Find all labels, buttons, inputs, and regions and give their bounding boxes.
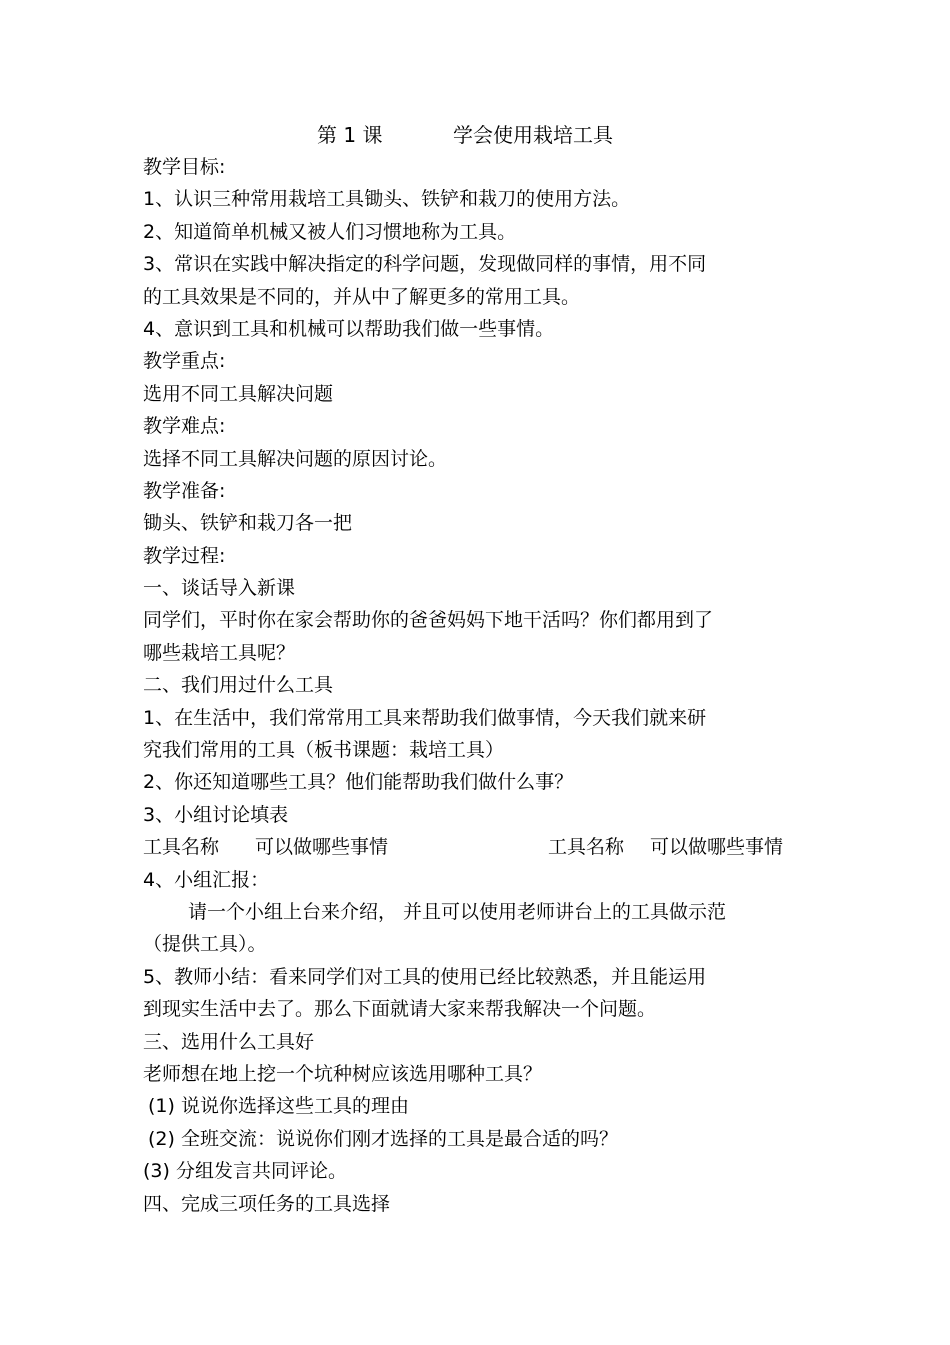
paragraph-line: 哪些栽培工具呢？	[143, 641, 296, 664]
table-header-uses: 可以做哪些事情	[255, 836, 389, 859]
section-heading-process: 教学过程:	[143, 544, 226, 567]
objective-item-continued: 的工具效果是不同的，并从中了解更多的常用工具。	[143, 285, 581, 308]
lesson-title	[0, 120, 950, 150]
paragraph-line: 请一个小组上台来介绍， 并且可以使用老师讲台上的工具做示范	[188, 900, 727, 923]
paragraph-line: 2、你还知道哪些工具？他们能帮助我们做什么事？	[143, 771, 574, 794]
paragraph-line: 老师想在地上挖一个坑种树应该选用哪种工具？	[143, 1062, 543, 1085]
lesson-body	[143, 151, 843, 1220]
key-points-text: 选用不同工具解决问题	[143, 382, 334, 405]
paragraph-line: 3、小组讨论填表	[143, 803, 289, 826]
table-header-tool-name: 工具名称	[143, 836, 220, 859]
section-heading-objectives: 教学目标:	[143, 156, 226, 178]
process-step-heading: 四、完成三项任务的工具选择	[143, 1192, 391, 1215]
paragraph-line: （提供工具）。	[143, 933, 267, 956]
section-heading-preparation: 教学准备:	[143, 479, 226, 502]
numbered-item: (2) 全班交流：说说你们刚才选择的工具是最合适的吗？	[148, 1127, 618, 1150]
numbered-item: (1) 说说你选择这些工具的理由	[148, 1095, 409, 1118]
paragraph-line: 4、小组汇报：	[143, 868, 270, 891]
preparation-text: 锄头、铁铲和栽刀各一把	[143, 512, 353, 535]
paragraph-line: 究我们常用的工具（板书课题：栽培工具）	[143, 739, 505, 762]
objective-item: 2、知道简单机械又被人们习惯地称为工具。	[143, 220, 517, 243]
table-header-tool-name: 工具名称	[548, 836, 625, 859]
lesson-number: 第 1 课	[317, 123, 383, 147]
table-header-uses: 可以做哪些事情	[650, 836, 784, 859]
process-step-heading: 一、谈话导入新课	[143, 577, 296, 600]
process-step-heading: 三、选用什么工具好	[143, 1030, 315, 1053]
paragraph-line: 到现实生活中去了。那么下面就请大家来帮我解决一个问题。	[143, 998, 657, 1021]
objective-item: 1、认识三种常用栽培工具锄头、铁铲和栽刀的使用方法。	[143, 188, 631, 211]
numbered-item: (3) 分组发言共同评论。	[143, 1160, 347, 1183]
paragraph-line: 同学们，平时你在家会帮助你的爸爸妈妈下地干活吗？你们都用到了	[143, 609, 714, 632]
process-step-heading: 二、我们用过什么工具	[143, 674, 334, 697]
objective-item: 3、常识在实践中解决指定的科学问题，发现做同样的事情，用不同	[143, 253, 707, 276]
section-heading-key-points: 教学重点:	[143, 350, 226, 373]
lesson-name: 学会使用栽培工具	[453, 123, 613, 147]
discussion-table-header	[143, 831, 843, 863]
paragraph-line: 1、在生活中，我们常常用工具来帮助我们做事情，今天我们就来研	[143, 706, 707, 729]
objective-item: 4、意识到工具和机械可以帮助我们做一些事情。	[143, 317, 555, 340]
paragraph-line: 5、教师小结：看来同学们对工具的使用已经比较熟悉，并且能运用	[143, 965, 707, 988]
difficulties-text: 选择不同工具解决问题的原因讨论。	[143, 447, 448, 470]
section-heading-difficulties: 教学难点:	[143, 415, 226, 438]
